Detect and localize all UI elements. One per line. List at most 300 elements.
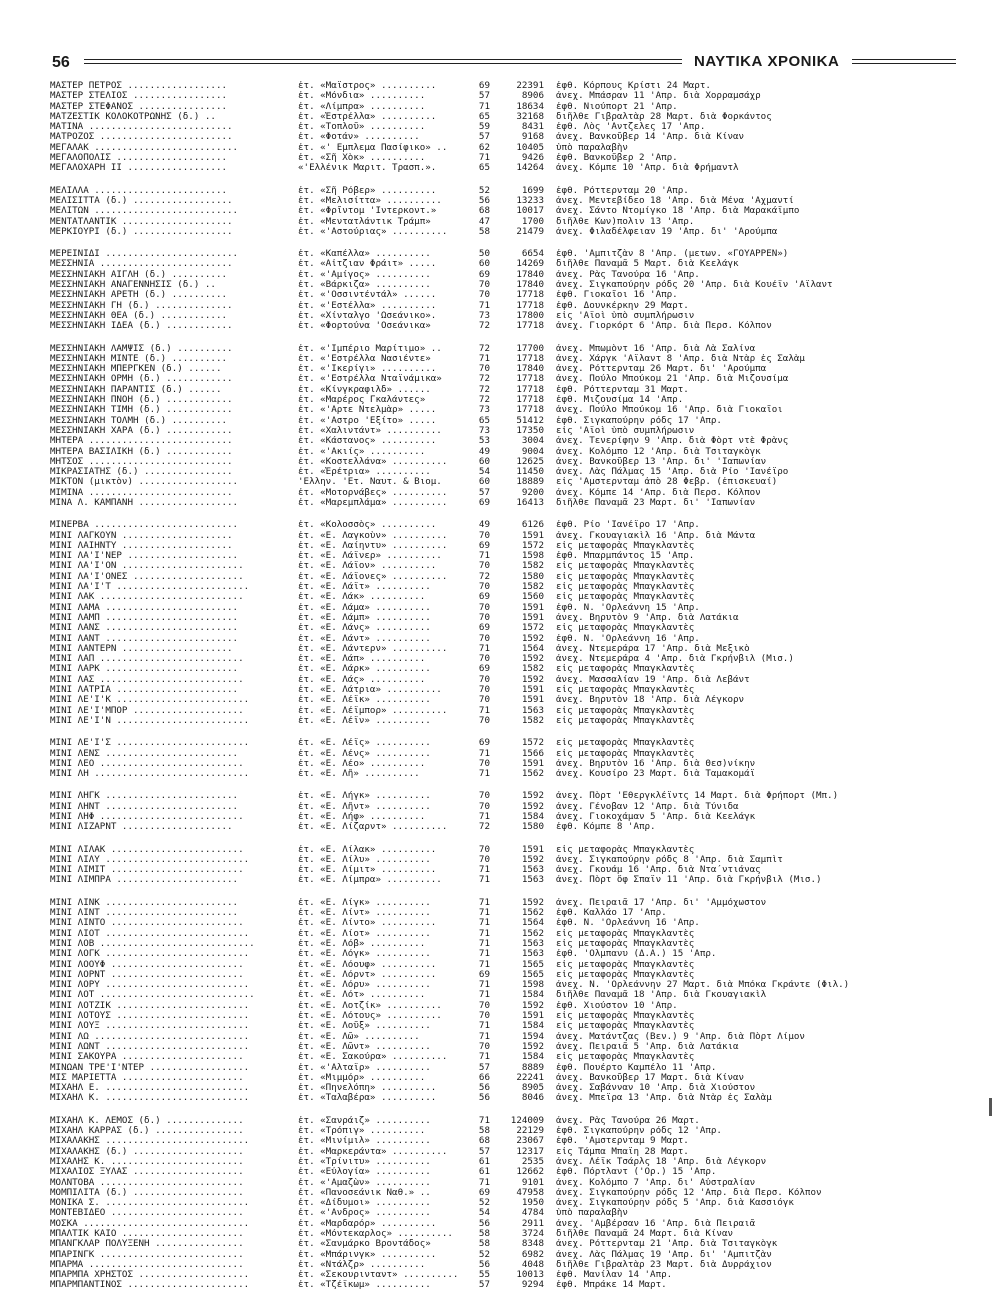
- tonnage: 1592: [521, 800, 544, 812]
- position-status: ἐφθ. Πόρτλαντ ('Ορ.) 15 'Απρ.: [556, 1167, 717, 1178]
- position-status: ἀνεχ. Λέϊκ Τσάρλς 18 'Απρ. διὰ Λέγκορν: [556, 1156, 767, 1167]
- ship-name: ΜΙΣ ΜΑΡΙΕΤΤΑ ......................: [50, 1072, 244, 1083]
- year-built: 70: [478, 694, 490, 706]
- tonnage: 47958: [516, 1186, 544, 1198]
- ship-name: ΜΙΝΙ ΛΑΚ ..........................: [50, 592, 244, 603]
- year-built: 72: [478, 342, 490, 354]
- owner-company: ἐτ. «Μελισίττα» ..........: [298, 195, 442, 206]
- owner-company: ἐτ. «Μόνδια» ..........: [298, 91, 426, 102]
- position-status: ἐφθ. 'Αμπιτζὰν 8 'Απρ. (μετων. «ΓΟΥΑΡΡΕΝ»): [556, 249, 789, 260]
- ship-row: [50, 812, 958, 822]
- owner-company: ἐτ. «Ε. Σακούρα» ..........: [298, 1052, 448, 1063]
- ship-name: ΜΙΝΙ ΛΟΤΟΥΣ ........................: [50, 1011, 250, 1022]
- owner-company: ἐτ. «Μόντεκαρλος» ..........: [298, 1228, 453, 1239]
- ship-row: [50, 102, 958, 112]
- ship-row: [50, 1052, 958, 1062]
- owner-company: ἐτ. «Ε. Λίντ» ..........: [298, 908, 431, 919]
- ship-name: ΜΠΑΡΙΝΓΚ ..........................: [50, 1249, 244, 1260]
- ship-row: [50, 1073, 958, 1083]
- owner-company: ἐτ. «Ἐστρέλλα» ..........: [298, 111, 437, 122]
- position-status: εἰς μεταφορὰς Μπαγκλαντὲς: [556, 748, 695, 759]
- ship-row: [50, 1219, 958, 1229]
- year-built: 72: [478, 570, 490, 582]
- year-built: 71: [478, 768, 490, 780]
- ship-row: [50, 196, 958, 206]
- year-built: 57: [478, 1061, 490, 1073]
- ship-row: [50, 1126, 958, 1136]
- ship-row: [50, 311, 958, 321]
- position-status: ἀνεχ. Κόμπε 10 'Απρ. διὰ Φρήμαντλ: [556, 163, 739, 174]
- ship-row: [50, 1167, 958, 1177]
- owner-company: ἐτ. «Ε. Λόουφ» ..........: [298, 959, 437, 970]
- year-built: 71: [478, 704, 490, 716]
- ship-row: [50, 949, 958, 959]
- year-built: 71: [478, 642, 490, 654]
- ship-row: [50, 644, 958, 654]
- ship-name: ΜΙΝΙ ΛΟΓΚ ..........................: [50, 949, 250, 960]
- ship-name: ΜΙΧΑΗΛ Ε. ..........................: [50, 1083, 250, 1094]
- ship-name: ΜΕΣΣΗΝΙΑΚΗ ΜΠΕΡΓΚΕΝ (δ.) ......: [50, 364, 222, 375]
- ship-name: ΜΗΤΣΟΣ ..........................: [50, 456, 233, 467]
- ship-name: ΜΕΣΣΗΝΙΑΚΗ ΙΔΕΑ (δ.) ............: [50, 321, 233, 332]
- tonnage: 18889: [516, 476, 544, 488]
- position-status: ἀνεχ. Ρόττερνταμ 26 Μαρτ. δι' 'Αρούμπα: [556, 364, 767, 375]
- year-built: 56: [478, 194, 490, 206]
- owner-company: ἐτ. «Εὐλογία» ..........: [298, 1167, 431, 1178]
- year-built: 72: [478, 394, 490, 406]
- ship-name: ΜΕΓΑΛΟΧΑΡΗ ΙΙ ..................: [50, 163, 228, 174]
- owner-company: ἐτ. «Μινίμιλ» ..........: [298, 1136, 431, 1147]
- tonnage: 3724: [521, 1227, 544, 1239]
- ship-row: [50, 217, 958, 227]
- position-status: εἰς μεταφορὰς Μπαγκλαντὲς: [556, 1052, 695, 1063]
- owner-company: ἐτ. «Τοπλοῦ» ..........: [298, 122, 426, 133]
- ship-row: [50, 592, 958, 602]
- tonnage: 1699: [521, 184, 544, 196]
- tonnage: 8889: [521, 1061, 544, 1073]
- ship-row: [50, 132, 958, 142]
- ship-name: ΜΙΝΙ ΛΑ'Ι'ΟΝΕΣ ....................: [50, 571, 244, 582]
- position-status: ἀνεχ. Γκουαγιακὶλ 16 'Απρ. διὰ Μάντα: [556, 530, 756, 541]
- year-built: 71: [478, 299, 490, 311]
- ship-name: ΜΙΝΙ ΛΑΝΣ ........................: [50, 623, 239, 634]
- ship-row: [50, 561, 958, 571]
- owner-company: ἐτ. «Ε. Λάϊνερ» ..........: [298, 551, 442, 562]
- ship-row: [50, 477, 958, 487]
- position-status: ἐφθ. Ν. 'Ορλεάννη 15 'Απρ.: [556, 602, 700, 613]
- tonnage: 2535: [521, 1155, 544, 1167]
- tonnage: 1565: [521, 958, 544, 970]
- tonnage: 1592: [521, 853, 544, 865]
- ship-name: ΜΑΣΤΕΡ ΠΕΤΡΟΣ ..................: [50, 81, 228, 91]
- owner-company: ἐτ. «Καπέλλα» ..........: [298, 249, 431, 260]
- ship-row: [50, 551, 958, 561]
- year-built: 71: [478, 747, 490, 759]
- position-status: ἐφθ. Καλλάο 17 'Απρ.: [556, 908, 667, 919]
- owner-company: ἐτ. «Ε. Λάς» ..........: [298, 674, 426, 685]
- ship-group: [50, 249, 958, 331]
- ship-row: [50, 675, 958, 685]
- position-status: διῆλθε Παναμᾶ 18 'Απρ. διὰ Γκουαγιακὶλ: [556, 990, 767, 1001]
- tonnage: 14269: [516, 258, 544, 270]
- position-status: ἀνεχ. Σιγκαπούρην ρόδς 8 'Απρ. διὰ Σαμπὶτ: [556, 854, 783, 865]
- ship-name: ΜΕΣΣΗΝΙΑΚΗ ΜΙΝΤΕ (δ.) ..........: [50, 353, 228, 364]
- year-built: 71: [478, 989, 490, 1001]
- ship-name: ΜΙΝΩΑΝ ΤΡΕ'Ι'ΝΤΕΡ ..................: [50, 1062, 250, 1073]
- year-built: 65: [478, 414, 490, 426]
- owner-company: ἐτ. «Ε. Λάμπ» ..........: [298, 612, 431, 623]
- year-built: 71: [478, 917, 490, 929]
- position-status: ἀνεχ. Γένοβαν 12 'Απρ. διὰ Τύνιδα: [556, 801, 739, 812]
- owner-company: ἐτ. «Χίνταλγο 'Ωσεάνικο».: [298, 310, 437, 321]
- ship-name: ΜΙΝΙ ΛΟΟΥΦ ........................: [50, 959, 244, 970]
- tonnage: 10013: [516, 1269, 544, 1281]
- ship-name: ΜΙΧΑΗΛ Κ. ΛΕΜΟΣ (δ.) ..............: [50, 1115, 244, 1126]
- owner-company: ἐτ. «Φορτούνα 'Οσεάνικα»: [298, 321, 431, 332]
- ship-row: [50, 634, 958, 644]
- year-built: 71: [478, 550, 490, 562]
- ship-group: [50, 738, 958, 779]
- position-status: ἐφθ. Μπαρμπάντος 15 'Απρ.: [556, 551, 695, 562]
- ship-row: [50, 280, 958, 290]
- ship-name: ΜΙΝΙ ΛΑ'Ι'ΝΕΡ ....................: [50, 551, 239, 562]
- page-header: [50, 52, 958, 80]
- owner-company: ἐτ. «Ε. Λίμιτ» ..........: [298, 865, 437, 876]
- year-built: 70: [478, 1040, 490, 1052]
- year-built: 69: [478, 737, 490, 749]
- position-status: ἐφθ. Πουέρτο Καμπέλο 11 'Απρ.: [556, 1062, 717, 1073]
- position-status: εἰς 'Αϊοὶ ὑπὸ συμπλήρωσιν: [556, 310, 695, 321]
- ship-row: [50, 791, 958, 801]
- position-status: ἐφθ. Γιοκαῖοι 16 'Απρ.: [556, 290, 678, 301]
- position-status: ἀνεχ. Μπωμὸντ 16 'Απρ. διὰ Λὰ Σαλίνα: [556, 343, 756, 354]
- year-built: 71: [478, 352, 490, 364]
- year-built: 71: [478, 874, 490, 886]
- ship-row: [50, 531, 958, 541]
- year-built: 53: [478, 435, 490, 447]
- position-status: ἀνεχ. Πούλο Μπούκομ 16 'Απρ. διὰ Γιοκαῖοι: [556, 405, 783, 416]
- ship-name: ΜΕΡΕΙΝΙΔΙ ........................: [50, 249, 239, 260]
- owner-company: ἐτ. «Ε. Λῶντ» ..........: [298, 1041, 431, 1052]
- year-built: 57: [478, 90, 490, 102]
- owner-company: ἐτ. «Μιμμόρ» ..........: [298, 1072, 426, 1083]
- ship-row: [50, 1178, 958, 1188]
- ship-name: ΜΗΤΕΡΑ ΒΑΣΙΛΙΚΗ (δ.) ............: [50, 446, 233, 457]
- ship-row: [50, 623, 958, 633]
- year-built: 72: [478, 821, 490, 833]
- tonnage: 17718: [516, 352, 544, 364]
- ship-group: [50, 344, 958, 509]
- ship-name: ΜΙΝΙ ΛΙΝΤ ........................: [50, 908, 239, 919]
- year-built: 56: [478, 1082, 490, 1094]
- position-status: ἀνεχ. Ματάντζας (Βεν.) 9 'Απρ. διὰ Πὸρτ Λίμον: [556, 1031, 805, 1042]
- ship-name: ΜΑΣΤΕΡ ΣΤΕΛΙΟΣ .................: [50, 91, 228, 102]
- ship-row: [50, 1083, 958, 1093]
- ship-name: ΜΙΧΑΗΛ Κ. ..........................: [50, 1093, 250, 1104]
- ship-name: ΜΕΛΙΛΛΑ ........................: [50, 185, 228, 196]
- position-status: εἰς μεταφορὰς Μπαγκλαντὲς: [556, 738, 695, 749]
- tonnage: 17718: [516, 373, 544, 385]
- position-status: διῆλθε Κων)πολιν 13 'Απρ.: [556, 216, 695, 227]
- position-status: ἐφθ. Λὸς 'Αντζελες 17 'Απρ.: [556, 122, 706, 133]
- owner-company: ἐτ. «Ἐρέτρια» ..........: [298, 467, 431, 478]
- tonnage: 17840: [516, 279, 544, 291]
- year-built: 71: [478, 979, 490, 991]
- position-status: ἀνεχ. Μπάσραν 11 'Απρ. διὰ Χορραμσάχρ: [556, 91, 761, 102]
- owner-company: ἐτ. «Ε. Λαίηντυ» ..........: [298, 540, 448, 551]
- tonnage: 32168: [516, 110, 544, 122]
- ship-row: [50, 1188, 958, 1198]
- owner-company: ἐτ. «Τζέϊκωμ» ..........: [298, 1280, 431, 1291]
- ship-row: [50, 374, 958, 384]
- ship-name: ΜΕΣΣΗΝΙΑ ........................: [50, 259, 233, 270]
- year-built: 70: [478, 714, 490, 726]
- tonnage: 1562: [521, 927, 544, 939]
- position-status: ἀνεχ. Ν. 'Ορλεάννην 27 Μαρτ. διὰ Μπόκα Γκράντε (Φιλ.): [556, 980, 850, 991]
- ship-name: ΜΙΝΙ ΛΑΝΤ ........................: [50, 633, 239, 644]
- position-status: ἀνεχ. Ρὰς Τανούρα 16 'Απρ.: [556, 269, 700, 280]
- ship-row: [50, 802, 958, 812]
- tonnage: 1572: [521, 622, 544, 634]
- ship-name: ΜΙΝΙ ΛΙΛΑΚ ........................: [50, 844, 244, 855]
- tonnage: 17840: [516, 268, 544, 280]
- year-built: 73: [478, 404, 490, 416]
- position-status: εἰς μεταφορὰς Μπαγκλαντὲς: [556, 623, 695, 634]
- position-status: ἀνεχ. Χάργκ 'Αϊλαντ 8 'Απρ. διὰ Ντὰρ ἐς Σαλὰμ: [556, 353, 805, 364]
- ship-row: [50, 1136, 958, 1146]
- owner-company: ἐτ. «Ε. Λάτρια» ..........: [298, 685, 442, 696]
- ship-row: [50, 908, 958, 918]
- tonnage: 12625: [516, 455, 544, 467]
- owner-company: ἐτ. «Πανοσεάνικ Ναθ.» ..: [298, 1187, 431, 1198]
- ship-row: [50, 498, 958, 508]
- ship-name: ΜΙΝΙ ΛΩ ............................: [50, 1031, 250, 1042]
- tonnage: 4784: [521, 1207, 544, 1219]
- ship-name: ΜΕΛΙΣΙΤΤΑ (δ.) ..................: [50, 195, 233, 206]
- tonnage: 12317: [516, 1145, 544, 1157]
- tonnage: 1580: [521, 570, 544, 582]
- year-built: 70: [478, 279, 490, 291]
- ship-name: ΜΕΓΑΛΑΚ ..........................: [50, 142, 239, 153]
- owner-company: ἐτ. «Φρῖντομ 'Ιντερκοντ.»: [298, 206, 437, 217]
- owner-company: ἐτ. «Ε. Λότ» ..........: [298, 990, 426, 1001]
- tonnage: 1563: [521, 704, 544, 716]
- position-status: ἀνεχ. Σάντο Ντομίγκο 18 'Απρ. διὰ Μαρακάϊμπο: [556, 206, 800, 217]
- owner-company: ἐτ. «'Εστέλλα» ..........: [298, 300, 437, 311]
- ship-name: ΜΙΝΙ ΛΙΖΑΡΝΤ ....................: [50, 822, 233, 833]
- tonnage: 14264: [516, 162, 544, 174]
- year-built: 68: [478, 205, 490, 217]
- tonnage: 1564: [521, 642, 544, 654]
- position-status: ἀνεχ. Σιγκαπούρην ρόδς 5 'Απρ. διὰ Κασσιόγκ: [556, 1198, 794, 1209]
- position-status: ἀνεχ. Πειραιᾶ 5 'Απρ. διὰ Λατάκια: [556, 1041, 739, 1052]
- tonnage: 1562: [521, 907, 544, 919]
- tonnage: 1584: [521, 1051, 544, 1063]
- position-status: ἀνεχ. Μεντεβίδεο 18 'Απρ. διὰ Μένα 'Αχμαντί: [556, 195, 794, 206]
- ship-name: ΜΙΝΙ ΛΙΜΠΡΑ ......................: [50, 875, 239, 886]
- tonnage: 1572: [521, 737, 544, 749]
- ship-name: ΜΟΜΠΙΛΙΤΑ (δ.) ....................: [50, 1187, 244, 1198]
- year-built: 58: [478, 1125, 490, 1137]
- ship-name: ΜΙΝΙ ΛΑΙΗΝΤΥ ....................: [50, 540, 233, 551]
- owner-company: 'Ελλην. 'Ετ. Ναυτ. & Βιομ.: [298, 477, 442, 488]
- ship-row: [50, 572, 958, 582]
- year-built: 68: [478, 1135, 490, 1147]
- position-status: ἐφθ. 'Ολμπανυ (Δ.Α.) 15 'Απρ.: [556, 949, 717, 960]
- ship-row: [50, 1260, 958, 1270]
- ship-row: [50, 1116, 958, 1126]
- tonnage: 1591: [521, 757, 544, 769]
- ship-name: ΜΙΝΙ ΛΗΓΚ ........................: [50, 791, 239, 802]
- ship-row: [50, 1270, 958, 1280]
- tonnage: 17840: [516, 363, 544, 375]
- tonnage: 1563: [521, 948, 544, 960]
- ship-group: [50, 845, 958, 886]
- tonnage: 1563: [521, 937, 544, 949]
- tonnage: 9168: [521, 131, 544, 143]
- year-built: 71: [478, 937, 490, 949]
- tonnage: 1584: [521, 989, 544, 1001]
- position-status: ἀνεχ. Βηρυτὸν 18 'Απρ. διὰ Λέγκορν: [556, 695, 745, 706]
- ship-row: [50, 520, 958, 530]
- ship-name: ΜΠΑΛΤΙΚ ΚΑΪΟ ......................: [50, 1228, 244, 1239]
- position-status: ἀνεχ. 'Αμβέρσαν 16 'Απρ. διὰ Πειραιᾶ: [556, 1218, 756, 1229]
- position-status: εἰς μεταφορὰς Μπαγκλαντὲς: [556, 540, 695, 551]
- ship-name: ΜΙΧΑΛΙΟΣ ΞΥΛΑΣ ....................: [50, 1167, 244, 1178]
- tonnage: 8046: [521, 1092, 544, 1104]
- tonnage: 8905: [521, 1082, 544, 1094]
- tonnage: 2911: [521, 1217, 544, 1229]
- ship-row: [50, 749, 958, 759]
- position-status: ἀνεχ. Βανκοῦβερ 17 Μαρτ. διὰ Κίναν: [556, 1072, 745, 1083]
- year-built: 71: [478, 927, 490, 939]
- ship-row: [50, 759, 958, 769]
- ship-name: ΜΑΤΖΕΣΤΙΚ ΚΟΛΟΚΟΤΡΩΝΗΣ (δ.) ..: [50, 111, 216, 122]
- year-built: 70: [478, 363, 490, 375]
- position-status: ἐφθ. Μανίλαν 14 'Απρ.: [556, 1270, 673, 1281]
- ship-row: [50, 436, 958, 446]
- position-status: ἀνεχ. Μπεΐρα 13 'Απρ. διὰ Ντὰρ ἐς Σαλὰμ: [556, 1093, 772, 1104]
- year-built: 47: [478, 215, 490, 227]
- tonnage: 4048: [521, 1258, 544, 1270]
- ship-group: [50, 186, 958, 237]
- ship-name: ΜΑΤΡΟΖΟΣ ........................: [50, 132, 233, 143]
- year-built: 49: [478, 445, 490, 457]
- owner-company: ἐτ. «'Οσσιντέντάλ» ......: [298, 290, 437, 301]
- position-status: ἀνεχ. Τενερίφην 9 'Απρ. διὰ Φὸρτ ντὲ Φρὰνς: [556, 436, 789, 447]
- ship-name: ΜΙΝΙ ΛΕ'Ι'Κ ........................: [50, 695, 250, 706]
- tonnage: 1592: [521, 790, 544, 802]
- ship-row: [50, 716, 958, 726]
- year-built: 69: [478, 1186, 490, 1198]
- owner-company: ἐτ. «Ε. Λάκ» ..........: [298, 592, 426, 603]
- ship-name: ΜΟΝΙΚΑ Σ. ..........................: [50, 1198, 250, 1209]
- owner-company: ἐτ. «Ε. Λαγκοὺν» ..........: [298, 530, 448, 541]
- year-built: 58: [478, 1227, 490, 1239]
- position-status: ἐφθ. Κόρπους Κρίστι 24 Μαρτ.: [556, 81, 711, 91]
- ship-name: ΜΙΝΙ ΛΟΡΥ ..........................: [50, 980, 250, 991]
- year-built: 71: [478, 152, 490, 164]
- year-built: 57: [478, 486, 490, 498]
- ship-row: [50, 603, 958, 613]
- tonnage: 16413: [516, 496, 544, 508]
- ship-name: ΜΙΝΙ ΛΩΝΤ ..........................: [50, 1041, 250, 1052]
- owner-company: ἐτ. «'Αστούριας» ..........: [298, 226, 448, 237]
- ship-row: [50, 1280, 958, 1290]
- tonnage: 1591: [521, 529, 544, 541]
- ship-row: [50, 122, 958, 132]
- owner-company: ἐτ. «Σῆ Ρόβερ» ..........: [298, 185, 437, 196]
- ship-name: ΜΟΣΚΑ ..............................: [50, 1218, 250, 1229]
- ship-name: ΜΑΣΤΕΡ ΣΤΕΦΑΝΟΣ ................: [50, 101, 228, 112]
- tonnage: 6126: [521, 519, 544, 531]
- ship-row: [50, 990, 958, 1000]
- header-rule-right: [852, 59, 956, 64]
- tonnage: 51412: [516, 414, 544, 426]
- tonnage: 3004: [521, 435, 544, 447]
- ship-name: ΜΙΝΙ ΛΗΦ ..........................: [50, 812, 244, 822]
- ship-row: [50, 980, 958, 990]
- ship-name: ΜΙΝΙ ΛΟΡΝΤ ........................: [50, 969, 244, 980]
- ship-row: [50, 1011, 958, 1021]
- position-status: ὑπὸ παραλαβὴν: [556, 142, 628, 153]
- year-built: 56: [478, 1217, 490, 1229]
- ship-name: ΜΙΝΙ ΛΑΜΑ ........................: [50, 602, 239, 613]
- tonnage: 10017: [516, 205, 544, 217]
- tonnage: 22391: [516, 80, 544, 91]
- position-status: ἐφθ. Ρίο 'Ιανέϊρο 17 'Απρ.: [556, 520, 700, 531]
- ship-name: ΜΕΣΣΗΝΙΑΚΗ ΑΡΕΤΗ (δ.) ..........: [50, 290, 228, 301]
- position-status: ἐφθ. 'Αμστερνταμ 9 Μαρτ.: [556, 1136, 689, 1147]
- position-status: ἀνεχ. Βηρυτὸν 16 'Απρ. διὰ Θεσ)νίκην: [556, 758, 756, 769]
- ship-row: [50, 845, 958, 855]
- position-status: ἀνεχ. Πειραιᾶ 17 'Απρ. δι' 'Αμμόχωστον: [556, 897, 767, 908]
- year-built: 52: [478, 1248, 490, 1260]
- position-status: ἀνεχ. Λὰς Πάλμας 19 'Απρ. δι' 'Αμπιτζὰν: [556, 1249, 772, 1260]
- ship-row: [50, 416, 958, 426]
- year-built: 73: [478, 309, 490, 321]
- tonnage: 1565: [521, 968, 544, 980]
- owner-company: ἐτ. «Ε. Λοῦξ» ..........: [298, 1021, 431, 1032]
- owner-company: ἐτ. «Μπάρινγκ» ..........: [298, 1249, 437, 1260]
- owner-company: ἐτ. «Ε. Λήγκ» ..........: [298, 791, 431, 802]
- ship-row: [50, 395, 958, 405]
- owner-company: ἐτ. «Φοτάν» ..........: [298, 132, 420, 143]
- owner-company: ἐτ. «Βάρκιζα» ..........: [298, 280, 431, 291]
- ship-name: ΜΙΝΕΡΒΑ ..........................: [50, 520, 239, 531]
- position-status: ἀνεχ. Ρὰς Τανούρα 26 Μαρτ.: [556, 1115, 700, 1126]
- year-built: 57: [478, 1145, 490, 1157]
- year-built: 71: [478, 1051, 490, 1063]
- year-built: 70: [478, 790, 490, 802]
- position-status: ἀνεχ. Πὸρτ 'Εθεργκλέϊντς 14 Μαρτ. διὰ Φρήπορτ (Μπ.): [556, 791, 839, 802]
- tonnage: 1584: [521, 1020, 544, 1032]
- position-status: εἰς μεταφορὰς Μπαγκλαντὲς: [556, 844, 695, 855]
- ship-row: [50, 738, 958, 748]
- header-rule-left: [84, 59, 682, 64]
- ship-row: [50, 1239, 958, 1249]
- ship-name: ΜΙΝΙ ΛΑΓΚΟΥΝ ....................: [50, 530, 233, 541]
- year-built: 58: [478, 1238, 490, 1250]
- position-status: ἀνεχ. Ρόττερνταμ 21 'Απρ. διὰ Τσιταγκὸγκ: [556, 1239, 778, 1250]
- ship-row: [50, 1198, 958, 1208]
- year-built: 72: [478, 383, 490, 395]
- position-status: ἀνεχ. Γιορκόρτ 6 'Απρ. διὰ Περσ. Κόλπον: [556, 321, 772, 332]
- year-built: 70: [478, 843, 490, 855]
- owner-company: ἐτ. «Ε. Λίοτ» ..........: [298, 928, 431, 939]
- year-built: 69: [478, 268, 490, 280]
- owner-company: ἐτ. «Ε. Λίμπρα» ..........: [298, 875, 442, 886]
